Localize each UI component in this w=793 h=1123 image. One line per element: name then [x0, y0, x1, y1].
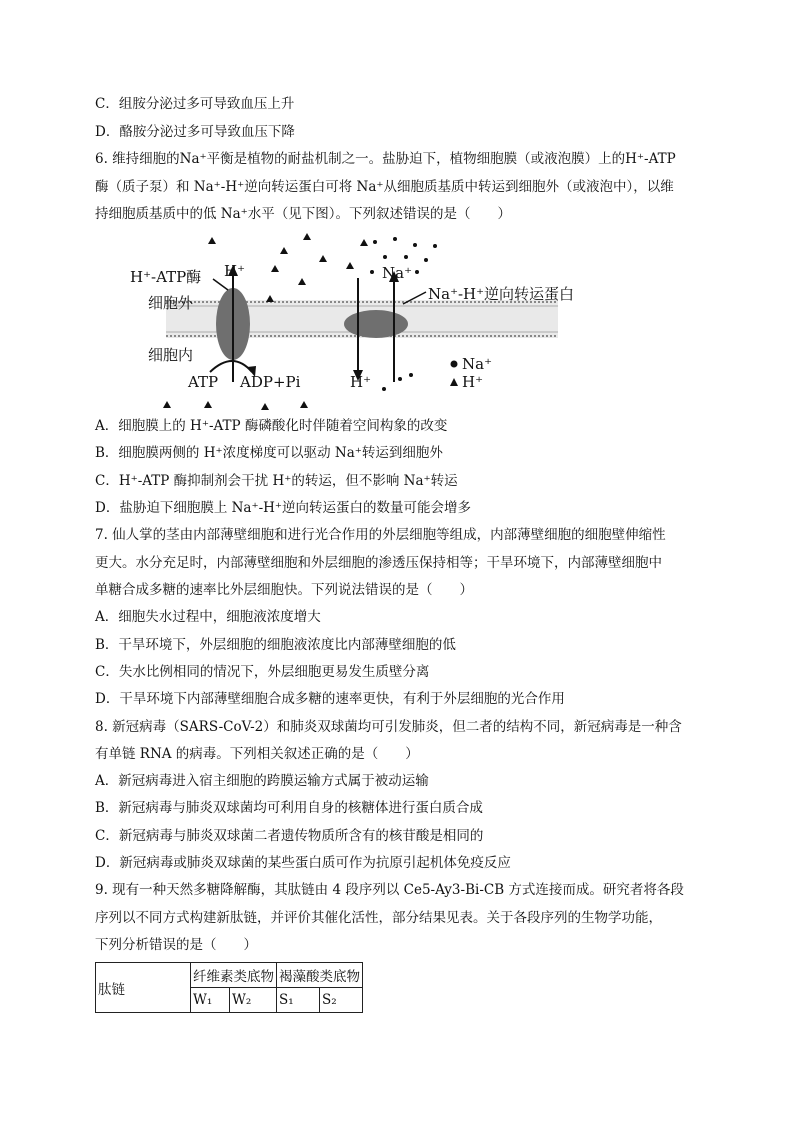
table-group-cellulose: 纤维素类底物: [191, 963, 277, 988]
line-11: 更大。水分充足时，内部薄壁细胞和外层细胞的渗透压保持相等；干旱环境下，内部薄壁细胞中: [95, 555, 662, 571]
table-sub-s2: S₂: [320, 988, 363, 1013]
line-9: D．盐胁迫下细胞膜上 Na⁺-H⁺逆向转运蛋白的数量可能会增多: [95, 500, 472, 516]
table-sub-s1: S₁: [277, 988, 320, 1013]
antiporter-protein: [344, 310, 408, 338]
line-21: C．新冠病毒与肺炎双球菌二者遗传物质所含有的核苷酸是相同的: [95, 828, 484, 844]
pump-h-label: H⁺: [224, 262, 245, 280]
antiporter-na-label: Na⁺: [382, 264, 412, 282]
line-19: A．新冠病毒进入宿主细胞的跨膜运输方式属于被动运输: [95, 773, 429, 789]
membrane-transport-diagram: [128, 232, 598, 410]
line-22: D．新冠病毒或肺炎双球菌的某些蛋白质可作为抗原引起机体免疫反应: [95, 855, 511, 871]
line-16: D．干旱环境下内部薄壁细胞合成多糖的速率更快，有利于外层细胞的光合作用: [95, 691, 565, 707]
line-2: D．酪胺分泌过多可导致血压下降: [95, 124, 295, 140]
line-17: 8. 新冠病毒（SARS-CoV-2）和肺炎双球菌均可引发肺炎，但二者的结构不同，新冠病毒是一种含: [95, 719, 682, 735]
table-group-alginate: 褐藻酸类底物: [277, 963, 363, 988]
line-15: C．失水比例相同的情况下，外层细胞更易发生质壁分离: [95, 664, 430, 680]
atp-curve-arrow: [210, 361, 252, 372]
line-20: B．新冠病毒与肺炎双球菌均可利用自身的核糖体进行蛋白质合成: [95, 800, 483, 816]
line-24: 序列以不同方式构建新肽链，并评价其催化活性，部分结果见表。关于各段序列的生物学功能，: [95, 910, 662, 926]
line-4: 酶（质子泵）和 Na⁺-H⁺逆向转运蛋白可将 Na⁺从细胞质基质中转运到细胞外（或液泡中），以维: [95, 179, 674, 195]
line-7: B．细胞膜两侧的 H⁺浓度梯度可以驱动 Na⁺转运到细胞外: [95, 445, 443, 461]
line-10: 7. 仙人掌的茎由内部薄壁细胞和进行光合作用的外层细胞等组成，内部薄壁细胞的细胞壁伸缩性: [95, 527, 666, 543]
line-13: A．细胞失水过程中，细胞液浓度增大: [95, 609, 321, 625]
legend-na-label: Na⁺: [462, 355, 492, 373]
atp-label: ATP: [188, 373, 219, 391]
peptide-table: [95, 962, 363, 1013]
line-3: 6. 维持细胞的Na⁺平衡是植物的耐盐机制之一。盐胁迫下，植物细胞膜（或液泡膜）上的H⁺-ATP: [95, 151, 676, 167]
h-atpase-label: H⁺-ATP酶: [130, 268, 202, 286]
line-12: 单糖合成多糖的速率比外层细胞快。下列说法错误的是（ ）: [95, 582, 473, 598]
line-1: C．组胺分泌过多可导致血压上升: [95, 96, 295, 112]
legend-h-triangle: [450, 378, 458, 386]
legend-na-dot: [451, 361, 458, 368]
legend-h-label: H⁺: [462, 373, 483, 391]
table-row-header: 肽链: [96, 963, 191, 1013]
table-sub-w2: W₂: [230, 988, 277, 1013]
line-14: B．干旱环境下，外层细胞的细胞液浓度比内部薄壁细胞的低: [95, 637, 456, 653]
adp-label: ADP+Pi: [240, 373, 301, 391]
line-8: C．H⁺-ATP 酶抑制剂会干扰 H⁺的转运，但不影响 Na⁺转运: [95, 473, 458, 489]
line-6: A．细胞膜上的 H⁺-ATP 酶磷酸化时伴随着空间构象的改变: [95, 418, 448, 434]
line-23: 9. 现有一种天然多糖降解酶，其肽链由 4 段序列以 Ce5-Ay3-Bi-CB 方式连接而成。研究者将各段: [95, 882, 684, 898]
line-5: 持细胞质基质中的低 Na⁺水平（见下图）。下列叙述错误的是（ ）: [95, 206, 512, 222]
line-25: 下列分析错误的是（ ）: [95, 937, 257, 953]
antiporter-h-label: H⁺: [350, 373, 371, 391]
inside-label: 细胞内: [148, 346, 194, 364]
antiporter-label: Na⁺-H⁺逆向转运蛋白: [428, 285, 575, 303]
line-18: 有单链 RNA 的病毒。下列相关叙述正确的是（ ）: [95, 746, 419, 762]
table-sub-w1: W₁: [191, 988, 230, 1013]
outside-label: 细胞外: [148, 294, 194, 312]
